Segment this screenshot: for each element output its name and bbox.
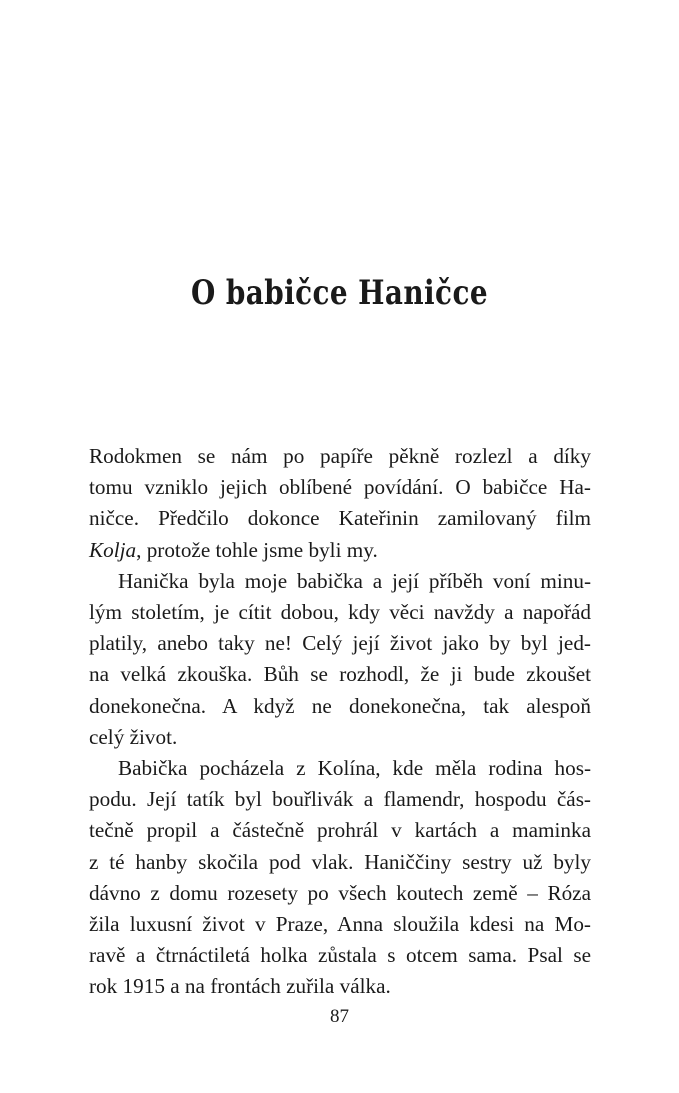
film-title: Kolja: [89, 537, 137, 562]
text-line: donekonečna. A když ne donekonečna, tak alespoň: [89, 693, 591, 718]
paragraph-1: [89, 441, 591, 566]
text-line: lým stoletím, je cítit dobou, kdy věci navždy a napořád: [89, 600, 591, 625]
text-line: žila luxusní život v Praze, Anna sloužila kdesi na Mo-: [89, 912, 591, 937]
text-line: Rodokmen se nám po papíře pěkně rozlezl a díky: [89, 444, 591, 468]
text-line: rok 1915 a na frontách zuřila válka.: [89, 974, 391, 999]
text-line: celý život.: [89, 724, 178, 749]
text-line: [89, 535, 591, 566]
text-line: ničce. Předčilo dokonce Kateřinin zamilovaný film: [89, 506, 591, 531]
text-line: tečně propil a částečně prohrál v kartách a maminka: [89, 818, 591, 843]
page-number: 87: [330, 1006, 349, 1027]
text-line: na velká zkouška. Bůh se rozhodl, že ji bude zkoušet: [89, 662, 591, 687]
text-line: platily, anebo taky ne! Celý její život jako by byl jed-: [89, 631, 591, 656]
text-line: ravě a čtrnáctiletá holka zůstala s otcem sama. Psal se: [89, 943, 591, 968]
paragraph-2: [89, 566, 591, 753]
text-fragment: , protože tohle jsme byli my.: [136, 537, 378, 562]
text-line: podu. Její tatík byl bouřlivák a flamendr, hospodu čás-: [89, 787, 591, 812]
paragraph-3: [89, 753, 591, 1003]
body-text: [89, 441, 591, 1003]
text-line: Hanička byla moje babička a její příběh voní minu-: [118, 568, 591, 593]
text-line: z té hanby skočila pod vlak. Haniččiny sestry už byly: [89, 849, 591, 874]
text-line: tomu vzniklo jejich oblíbené povídání. O babičce Ha-: [89, 475, 591, 500]
text-line: Babička pocházela z Kolína, kde měla rodina hos-: [118, 756, 591, 781]
text-line: dávno z domu rozesety po všech koutech země – Róza: [89, 880, 591, 905]
chapter-title: O babičce Haničce: [191, 273, 488, 313]
